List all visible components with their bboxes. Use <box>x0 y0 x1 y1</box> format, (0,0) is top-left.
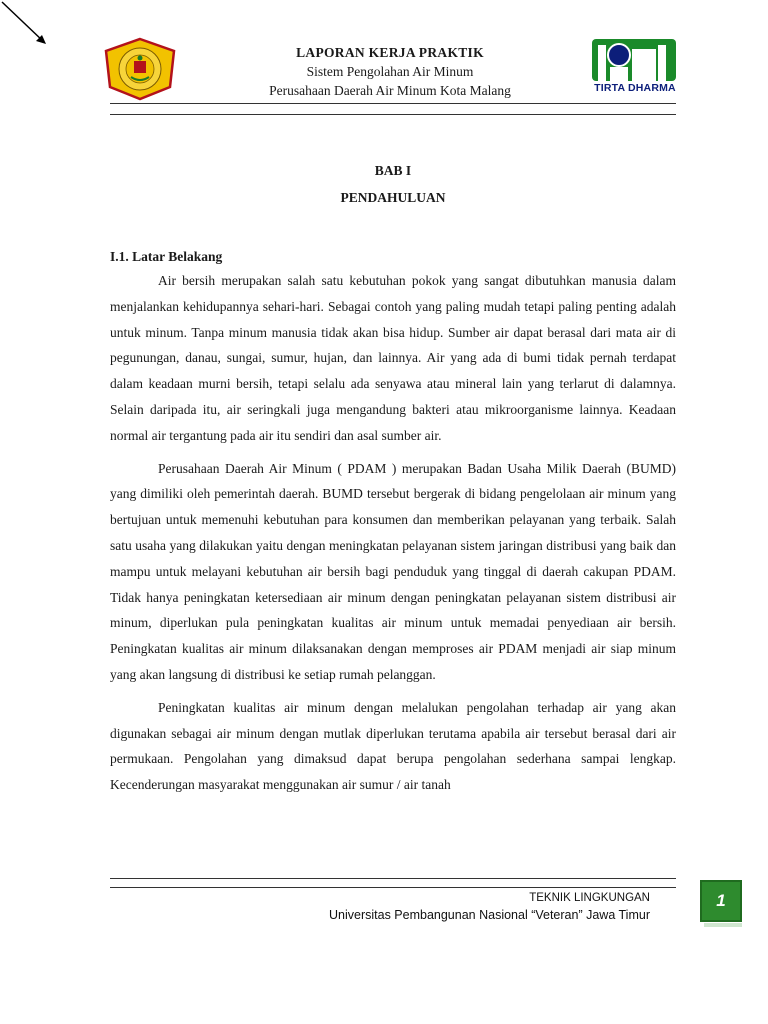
footer-divider <box>110 887 676 888</box>
paragraph: Air bersih merupakan salah satu kebutuhan pokok yang sangat dibutuhkan manusia dalam menjalankan kehidupannya sehari-hari. Sebagai contoh yang paling mudah tetapi paling penting adalah untuk minum. Tanpa minum manusia tidak akan bisa hidup. Sumber air dapat berasal dari mata air di pegunungan, danau, sungai, sumur, hujan, dan lainnya. Air yang ada di bumi tidak pernah terdapat dalam keadaan murni bersih, tetapi selalu ada senyawa atau mineral lain yang terlarut di dalamnya. Selain daripada itu, air seringkali juga mengandung bakteri atau mikroorganisme lainnya. Keadaan normal air tergantung pada air itu sendiri dan asal sumber air. <box>110 273 676 443</box>
section-heading: I.1. Latar Belakang <box>110 249 223 264</box>
header-divider <box>110 103 676 104</box>
footer-divider <box>110 878 676 879</box>
report-header <box>190 43 590 100</box>
mouse-pointer-icon <box>0 0 52 52</box>
chapter-number: BAB I <box>374 163 412 178</box>
tirta-dharma-label: TIRTA DHARMA <box>594 82 676 94</box>
body-text <box>110 268 676 805</box>
report-subtitle: Sistem Pengolahan Air Minum <box>306 64 474 79</box>
paragraph: Perusahaan Daerah Air Minum ( PDAM ) merupakan Badan Usaha Milik Daerah (BUMD) yang dimiliki oleh pemerintah daerah. BUMD tersebut bergerak di bidang pengelolaan air minum yang bertujuan untuk memenuhi kebutuhan para konsumen dan memberikan pelayanan yang terbaik. Salah satu usaha yang dilakukan yaitu dengan meningkatan pelayanan sistem jaringan distribusi yang baik dan mampu untuk melayani kebutuhan air bersih bagi penduduk yang tinggal di daerah cakupan PDAM. Tidak hanya peningkatan ketersediaan air minum dengan peningkatan pelayanan sistem distribusi air minum, diperlukan pula peningkatan kualitas air minum untuk memadai penyediaan air bersih. Peningkatan kualitas air minum dilaksanakan dengan memproses air PDAM menjadi air siap minum yang akan langsung di distribusi ke setiap rumah pelanggan. <box>110 460 676 682</box>
header-divider <box>110 114 676 115</box>
page-number-badge <box>700 880 742 922</box>
report-organization: Perusahaan Daerah Air Minum Kota Malang <box>269 83 511 98</box>
paragraph: Peningkatan kualitas air minum dengan melalukan pengolahan terhadap air yang akan digunakan sebagai air minum dengan mutlak diperlukan terutama apabila air tersebut berasal dari air permukaan. Pengolahan yang dimaksud dapat berupa pengolahan sederhana sampai lengkap. Kecenderungan masyarakat menggunakan air sumur / air tanah <box>110 699 676 793</box>
footer-department: TEKNIK LINGKUNGAN <box>529 892 650 904</box>
chapter-title: PENDAHULUAN <box>340 190 446 205</box>
university-seal-logo <box>100 37 180 101</box>
footer-university: Universitas Pembangunan Nasional “Veteran” Jawa Timur <box>329 908 650 922</box>
page-number: 1 <box>716 891 726 910</box>
page-number-shadow <box>704 923 742 927</box>
report-title: LAPORAN KERJA PRAKTIK <box>296 45 484 60</box>
